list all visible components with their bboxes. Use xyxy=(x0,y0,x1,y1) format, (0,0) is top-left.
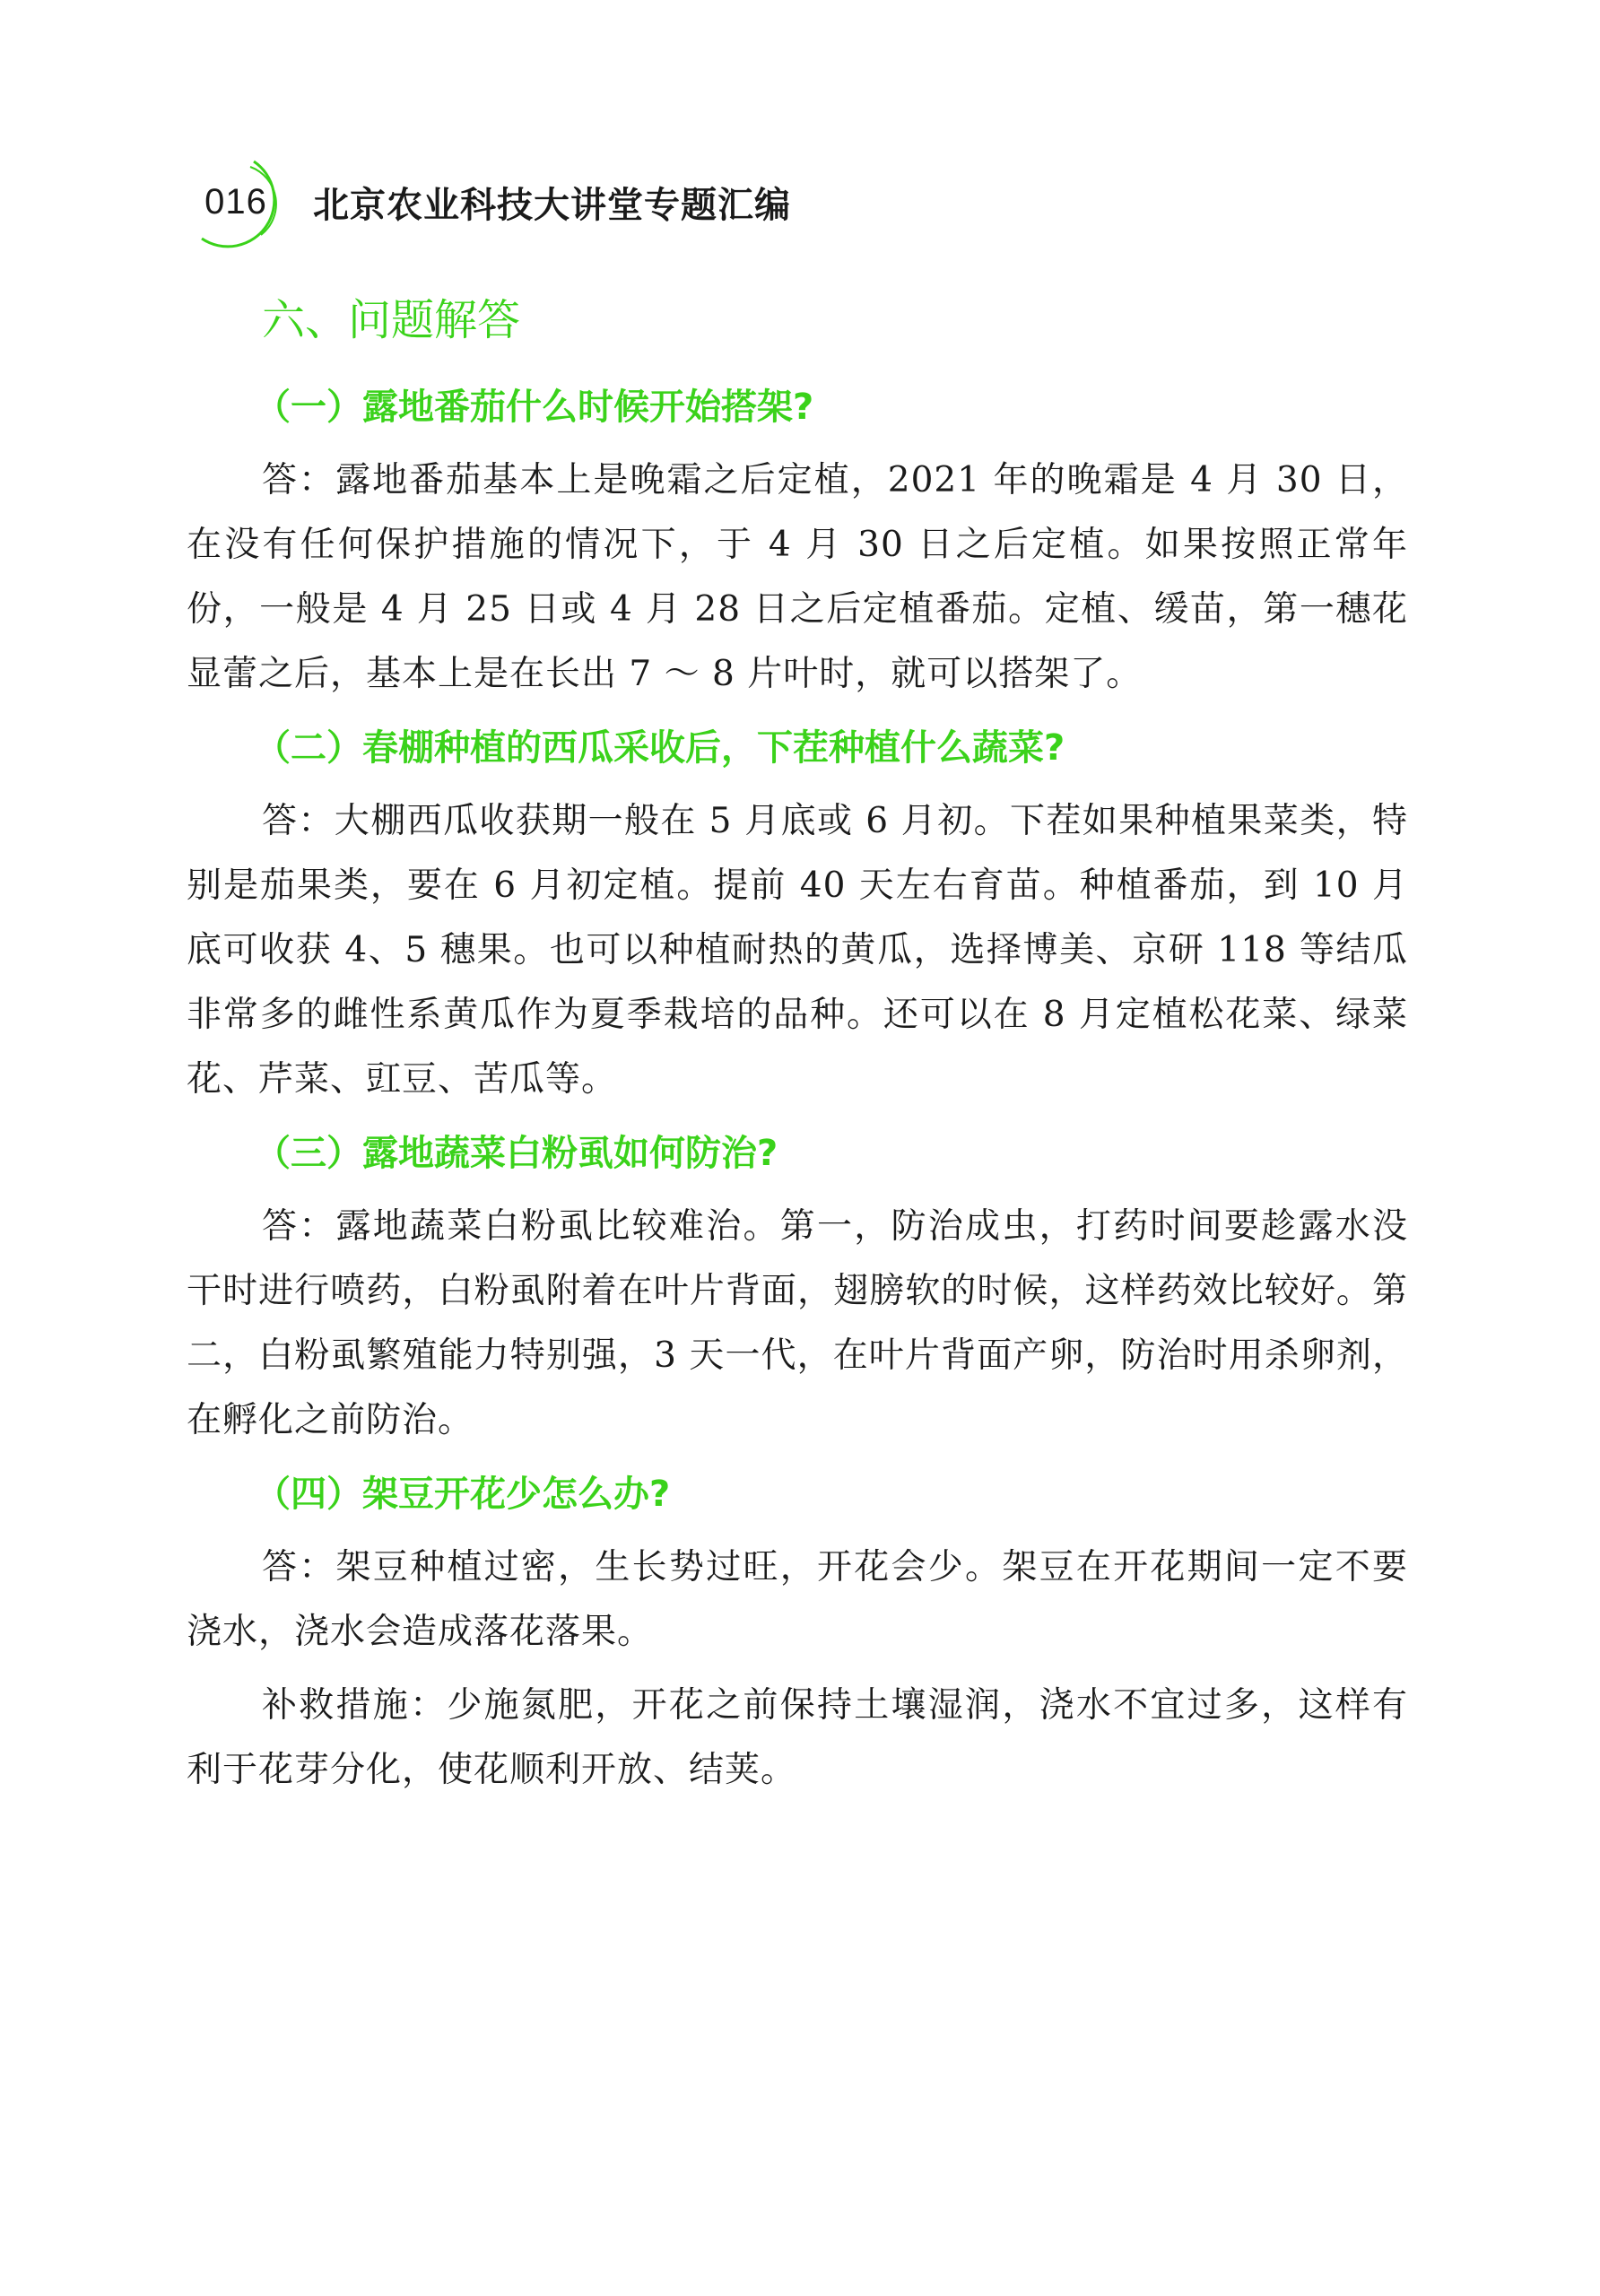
answer-paragraph: 答：露地番茄基本上是晚霜之后定植，2021 年的晚霜是 4 月 30 日，在没有任何保护措施的情况下，于 4 月 30 日之后定植。如果按照正常年份，一般是 4 月 25 日或 4 月 28 日之后定植番茄。定植、缓苗，第一穗花显蕾之后，基本上是在长出 7 ～ 8 片叶时，就可以搭架了。 xyxy=(187,460,1408,694)
page-header xyxy=(184,144,791,260)
question-title: （二）春棚种植的西瓜采收后，下茬种植什么蔬菜? xyxy=(255,727,1065,769)
qa-item-1 xyxy=(187,375,1408,707)
qa-item-2 xyxy=(187,716,1408,1112)
book-title: 北京农业科技大讲堂专题汇编 xyxy=(313,184,791,226)
page-content xyxy=(187,285,1408,1812)
answer-paragraph: 答：大棚西瓜收获期一般在 5 月底或 6 月初。下茬如果种植果菜类，特别是茄果类，要在 6 月初定植。提前 40 天左右育苗。种植番茄，到 10 月底可收获 4、5 穗果。也可以种植耐热的黄瓜，选择博美、京研 118 等结瓜非常多的雌性系黄瓜作为夏季栽培的品种。还可以在 8 月定植松花菜、绿菜花、芹菜、豇豆、苦瓜等。 xyxy=(187,801,1408,1100)
qa-item-4 xyxy=(187,1462,1408,1803)
question-title: （三）露地蔬菜白粉虱如何防治? xyxy=(255,1133,778,1174)
answer-paragraph: 答：架豆种植过密，生长势过旺，开花会少。架豆在开花期间一定不要浇水，浇水会造成落花落果。 xyxy=(187,1547,1408,1652)
question-title: （一）露地番茄什么时候开始搭架? xyxy=(255,387,814,428)
question-title: （四）架豆开花少怎么办? xyxy=(255,1474,671,1515)
page-number: 016 xyxy=(204,181,267,222)
answer-paragraph: 答：露地蔬菜白粉虱比较难治。第一，防治成虫，打药时间要趁露水没干时进行喷药，白粉虱附着在叶片背面，翅膀软的时候，这样药效比较好。第二，白粉虱繁殖能力特别强，3 天一代，在叶片背面产卵，防治时用杀卵剂，在孵化之前防治。 xyxy=(187,1206,1408,1440)
remedy-paragraph: 补救措施：少施氮肥，开花之前保持土壤湿润，浇水不宜过多，这样有利于花芽分化，使花顺利开放、结荚。 xyxy=(187,1685,1408,1790)
page-number-badge xyxy=(184,152,283,251)
section-title: 六、问题解答 xyxy=(262,295,521,345)
qa-item-3 xyxy=(187,1121,1408,1453)
